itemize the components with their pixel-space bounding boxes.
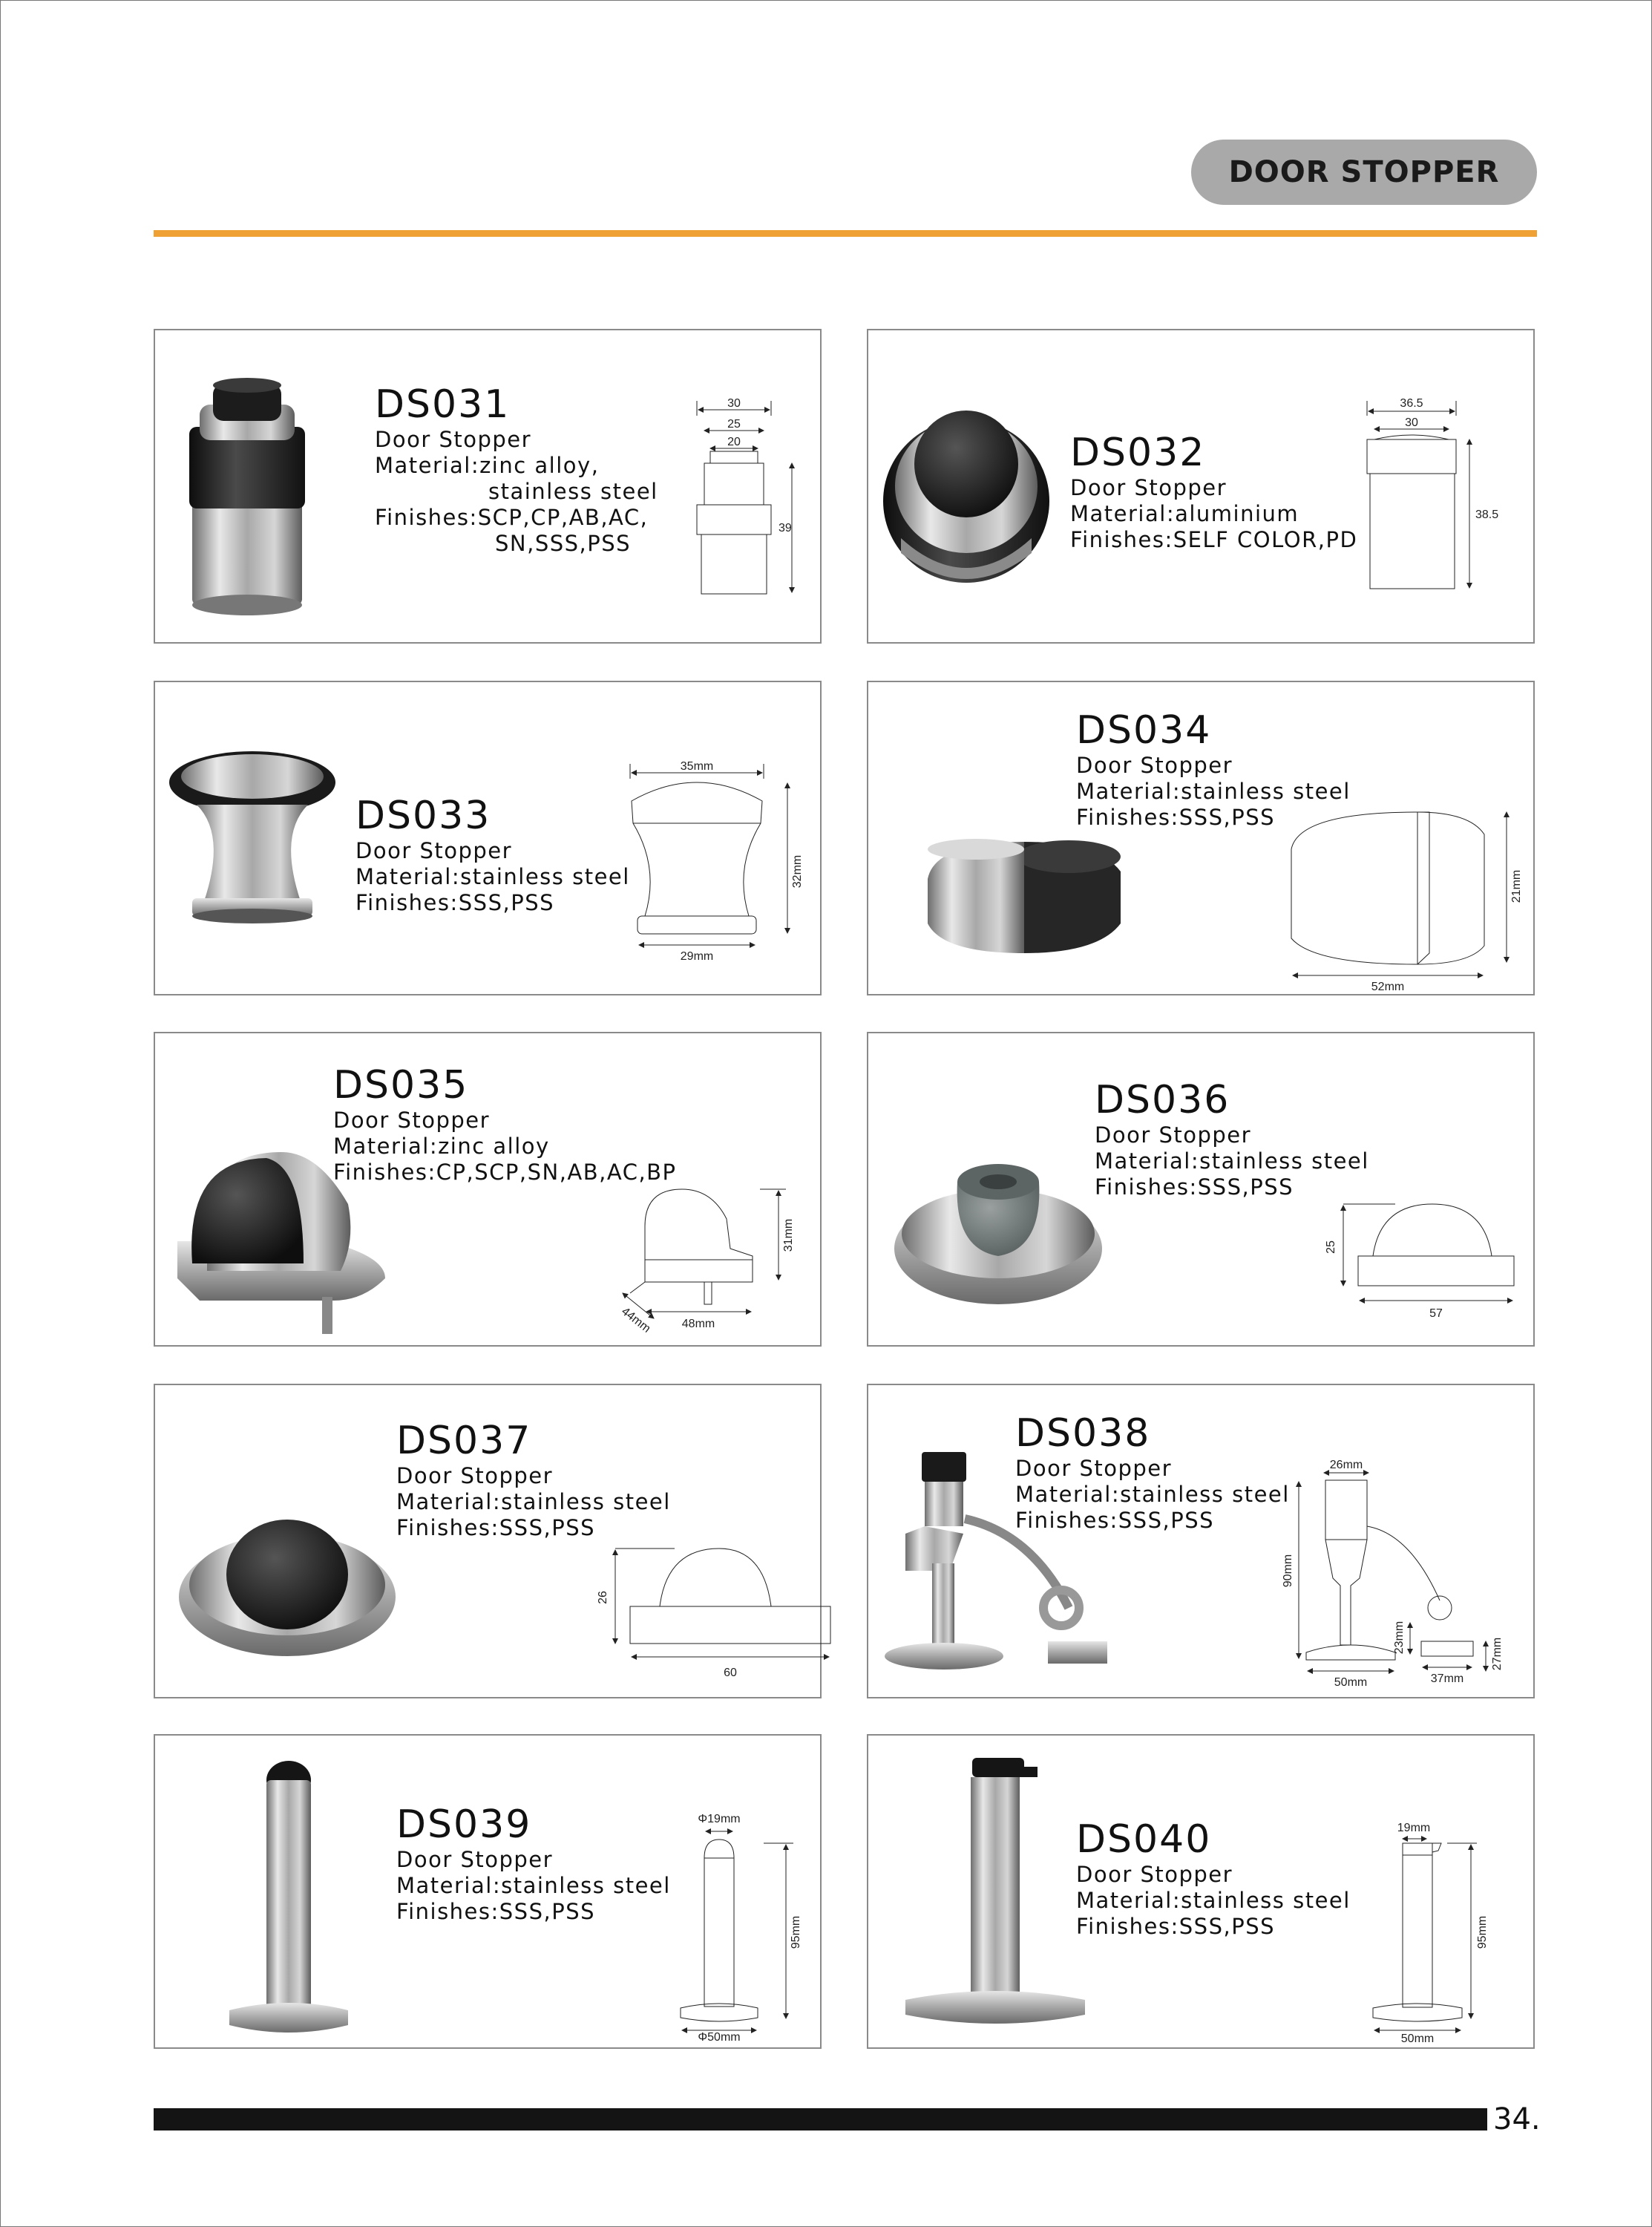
dim-width-outer: 30 [727, 397, 741, 410]
product-name: Door Stopper [396, 1463, 554, 1488]
dim-width: 60 [724, 1667, 737, 1679]
dim-height: 31mm [782, 1218, 795, 1252]
dim-width-inner: 30 [1405, 416, 1418, 429]
technical-drawing [615, 760, 808, 979]
product-photo [167, 753, 338, 946]
dim-height: 95mm [1476, 1915, 1489, 1949]
product-card-ds039 [154, 1734, 822, 2049]
product-code: DS032 [1070, 431, 1206, 475]
dim-base-diameter: Φ50mm [698, 2031, 741, 2044]
product-card-ds036 [867, 1032, 1535, 1347]
product-code: DS033 [355, 794, 491, 838]
product-card-ds033 [154, 681, 822, 995]
product-name: Door Stopper [1015, 1456, 1173, 1481]
dim-height: 39 [779, 522, 792, 534]
product-name: Door Stopper [333, 1108, 491, 1133]
product-code: DS039 [396, 1802, 532, 1847]
dim-plate-width: 37mm [1430, 1672, 1464, 1685]
dim-top-width: 35mm [680, 760, 714, 773]
product-photo [214, 1758, 363, 2040]
product-card-ds032 [867, 329, 1535, 644]
product-material-cont: stainless steel [488, 479, 658, 504]
product-name: Door Stopper [1076, 1862, 1233, 1887]
technical-drawing [586, 1549, 808, 1682]
technical-drawing [675, 1814, 808, 2044]
technical-drawing [1373, 1821, 1521, 2044]
technical-drawing [1314, 1204, 1514, 1338]
dim-height: 26 [597, 1591, 609, 1604]
product-material: Material:stainless steel [1095, 1148, 1369, 1174]
product-material: Material:aluminium [1070, 501, 1299, 526]
product-card-ds035 [154, 1032, 822, 1347]
product-finishes: Finishes:CP,SCP,SN,AB,AC,BP [333, 1160, 677, 1185]
product-code: DS035 [333, 1063, 469, 1108]
product-code: DS036 [1095, 1078, 1230, 1122]
dim-width: 52mm [1371, 981, 1405, 993]
product-finishes: Finishes:SSS,PSS [1015, 1508, 1215, 1533]
product-code: DS031 [375, 382, 511, 427]
accent-rule [154, 230, 1537, 237]
dim-top-diameter: Φ19mm [698, 1813, 741, 1825]
product-material: Material:stainless steel [1015, 1482, 1290, 1507]
product-photo [176, 1508, 406, 1671]
product-finishes-cont: SN,SSS,PSS [495, 531, 632, 556]
dim-top-width: 19mm [1397, 1822, 1431, 1834]
product-card-ds040 [867, 1734, 1535, 2049]
dim-bottom-width: 29mm [680, 950, 714, 963]
product-name: Door Stopper [1076, 753, 1233, 778]
product-code: DS034 [1076, 708, 1212, 753]
product-material: Material:zinc alloy [333, 1134, 550, 1159]
dim-height: 38.5 [1475, 508, 1499, 521]
product-name: Door Stopper [355, 838, 513, 863]
product-finishes: Finishes:SSS,PSS [1095, 1174, 1294, 1200]
dim-depth: 44mm [619, 1305, 653, 1335]
product-card-ds038 [867, 1384, 1535, 1698]
product-material: Material:stainless steel [1076, 779, 1351, 804]
dim-top-width: 26mm [1329, 1459, 1363, 1471]
product-card-ds034 [867, 681, 1535, 995]
product-name: Door Stopper [1070, 475, 1227, 500]
product-material: Material:zinc alloy, [375, 453, 600, 478]
product-material: Material:stainless steel [396, 1489, 671, 1514]
product-card-ds037 [154, 1384, 822, 1698]
dim-height: 95mm [790, 1915, 802, 1949]
technical-drawing [1282, 1459, 1529, 1690]
product-photo [879, 390, 1057, 598]
product-code: DS040 [1076, 1817, 1212, 1862]
product-material: Material:stainless steel [1076, 1888, 1351, 1913]
product-finishes: Finishes:SSS,PSS [1076, 1914, 1276, 1939]
product-finishes: Finishes:SSS,PSS [355, 890, 555, 915]
product-photo [913, 827, 1128, 975]
dim-height: 25 [1325, 1240, 1337, 1254]
product-name: Door Stopper [1095, 1122, 1252, 1148]
dim-base-width: 50mm [1334, 1676, 1368, 1689]
dim-height: 32mm [791, 854, 804, 889]
product-finishes: Finishes:SELF COLOR,PD [1070, 527, 1358, 552]
product-name: Door Stopper [396, 1847, 554, 1872]
footer-bar [154, 2108, 1487, 2130]
product-finishes: Finishes:SSS,PSS [396, 1899, 596, 1924]
product-photo [185, 375, 311, 620]
dim-width-outer: 36.5 [1400, 397, 1423, 410]
product-material: Material:stainless steel [396, 1873, 671, 1898]
product-finishes: Finishes:SCP,CP,AB,AC, [375, 505, 649, 530]
product-card-ds031 [154, 329, 822, 644]
product-finishes: Finishes:SSS,PSS [1076, 805, 1276, 830]
dim-width-mid: 25 [727, 418, 741, 431]
dim-width: 48mm [681, 1318, 715, 1330]
product-photo [891, 1152, 1113, 1315]
product-material: Material:stainless steel [355, 864, 630, 889]
finishes-text: Finishes:SSS,PSS [396, 1515, 596, 1540]
product-name: Door Stopper [375, 427, 532, 452]
dim-width-inner: 20 [727, 436, 741, 448]
page-number: 34. [1493, 2102, 1541, 2136]
dim-height: 21mm [1510, 869, 1523, 903]
technical-drawing [675, 397, 801, 624]
dim-plate-height: 27mm [1491, 1637, 1504, 1671]
dim-base-width: 50mm [1400, 2033, 1435, 2045]
technical-drawing [1358, 397, 1507, 624]
technical-drawing [1284, 805, 1523, 993]
product-code: DS037 [396, 1419, 532, 1463]
product-finishes [396, 1515, 671, 1541]
section-title: DOOR STOPPER [1191, 140, 1537, 205]
dim-height: 90mm [1282, 1554, 1294, 1588]
product-code: DS038 [1015, 1411, 1151, 1456]
technical-drawing [600, 1182, 801, 1338]
dim-width: 57 [1429, 1307, 1443, 1320]
product-photo [891, 1750, 1069, 2040]
dim-hook-height: 23mm [1393, 1621, 1406, 1655]
